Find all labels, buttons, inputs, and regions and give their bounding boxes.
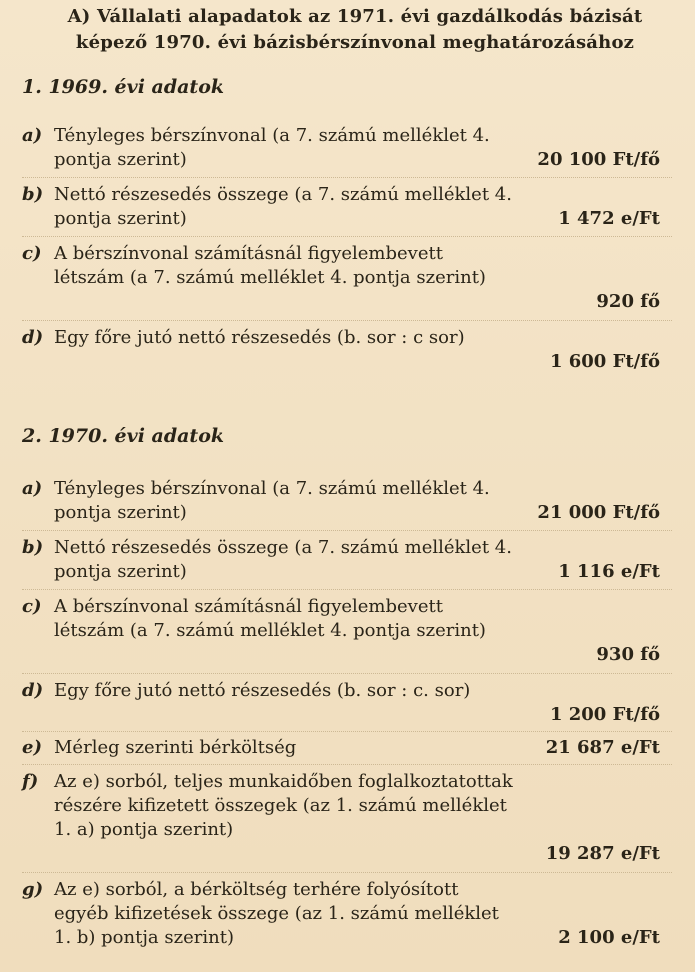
item-value: 21 000 Ft/fő xyxy=(537,502,660,523)
item-letter: b) xyxy=(22,184,44,205)
item-letter: b) xyxy=(22,537,44,558)
s2-item-d xyxy=(22,679,682,727)
item-text: Egy főre jutó nettó részesedés (b. sor : c. sor) xyxy=(54,680,471,701)
item-letter: e) xyxy=(22,737,42,758)
row-divider xyxy=(22,236,672,237)
item-text: Nettó részesedés összege (a 7. számú melléklet 4. pontja szerint) xyxy=(54,537,512,582)
s2-item-c xyxy=(22,595,682,667)
row-divider xyxy=(22,764,672,765)
section-2-heading: 2. 1970. évi adatok xyxy=(22,425,225,447)
row-divider xyxy=(22,320,672,321)
s2-item-a xyxy=(22,477,682,525)
row-divider xyxy=(22,177,672,178)
item-value: 21 687 e/Ft xyxy=(545,737,660,758)
row-divider xyxy=(22,872,672,873)
item-value: 930 fő xyxy=(596,644,660,665)
title-line-1: A) Vállalati alapadatok az 1971. évi gazdálkodás bázisát xyxy=(67,6,643,27)
item-value: 2 100 e/Ft xyxy=(558,927,660,948)
s2-item-e xyxy=(22,736,682,760)
item-letter: c) xyxy=(22,243,42,264)
item-text: A bérszínvonal számításnál figyelembevett létszám (a 7. számú melléklet 4. pontja szerint) xyxy=(54,243,486,288)
item-text: Mérleg szerinti bérköltség xyxy=(54,737,297,758)
item-text: Nettó részesedés összege (a 7. számú melléklet 4. pontja szerint) xyxy=(54,184,512,229)
item-value: 1 116 e/Ft xyxy=(558,561,660,582)
document-title xyxy=(22,4,688,56)
item-value: 1 600 Ft/fő xyxy=(549,351,660,372)
item-letter: g) xyxy=(22,879,44,900)
item-value: 20 100 Ft/fő xyxy=(537,149,660,170)
item-letter: a) xyxy=(22,125,43,146)
item-value: 19 287 e/Ft xyxy=(545,843,660,864)
item-letter: c) xyxy=(22,596,42,617)
item-value: 1 200 Ft/fő xyxy=(549,704,660,725)
item-text: A bérszínvonal számításnál figyelembevett létszám (a 7. számú melléklet 4. pontja szerint) xyxy=(54,596,486,641)
row-divider xyxy=(22,530,672,531)
item-text: Tényleges bérszínvonal (a 7. számú melléklet 4. pontja szerint) xyxy=(54,478,490,523)
s1-item-c xyxy=(22,242,682,314)
row-divider xyxy=(22,731,672,732)
item-value: 920 fő xyxy=(596,291,660,312)
row-divider xyxy=(22,589,672,590)
section-1-heading: 1. 1969. évi adatok xyxy=(22,76,225,98)
item-text: Az e) sorból, a bérköltség terhére folyósított egyéb kifizetések összege (az 1. számú melléklet 1. b) pontja szerint) xyxy=(54,879,499,948)
item-value: 1 472 e/Ft xyxy=(558,208,660,229)
row-divider xyxy=(22,673,672,674)
item-letter: a) xyxy=(22,478,43,499)
item-text: Az e) sorból, teljes munkaidőben foglalkoztatottak részére kifizetett összegek (az 1. számú melléklet 1. a) pontja szerint) xyxy=(54,771,513,840)
s2-item-b xyxy=(22,536,682,584)
item-text: Egy főre jutó nettó részesedés (b. sor : c sor) xyxy=(54,327,465,348)
item-letter: d) xyxy=(22,327,44,348)
s1-item-b xyxy=(22,183,682,231)
item-text: Tényleges bérszínvonal (a 7. számú melléklet 4. pontja szerint) xyxy=(54,125,490,170)
item-letter: f) xyxy=(22,771,39,792)
s1-item-a xyxy=(22,124,682,172)
s1-item-d xyxy=(22,326,682,374)
title-line-2: képező 1970. évi bázisbérszínvonal meghatározásához xyxy=(75,32,635,53)
item-letter: d) xyxy=(22,680,44,701)
s2-item-g xyxy=(22,878,682,950)
s2-item-f xyxy=(22,770,682,866)
